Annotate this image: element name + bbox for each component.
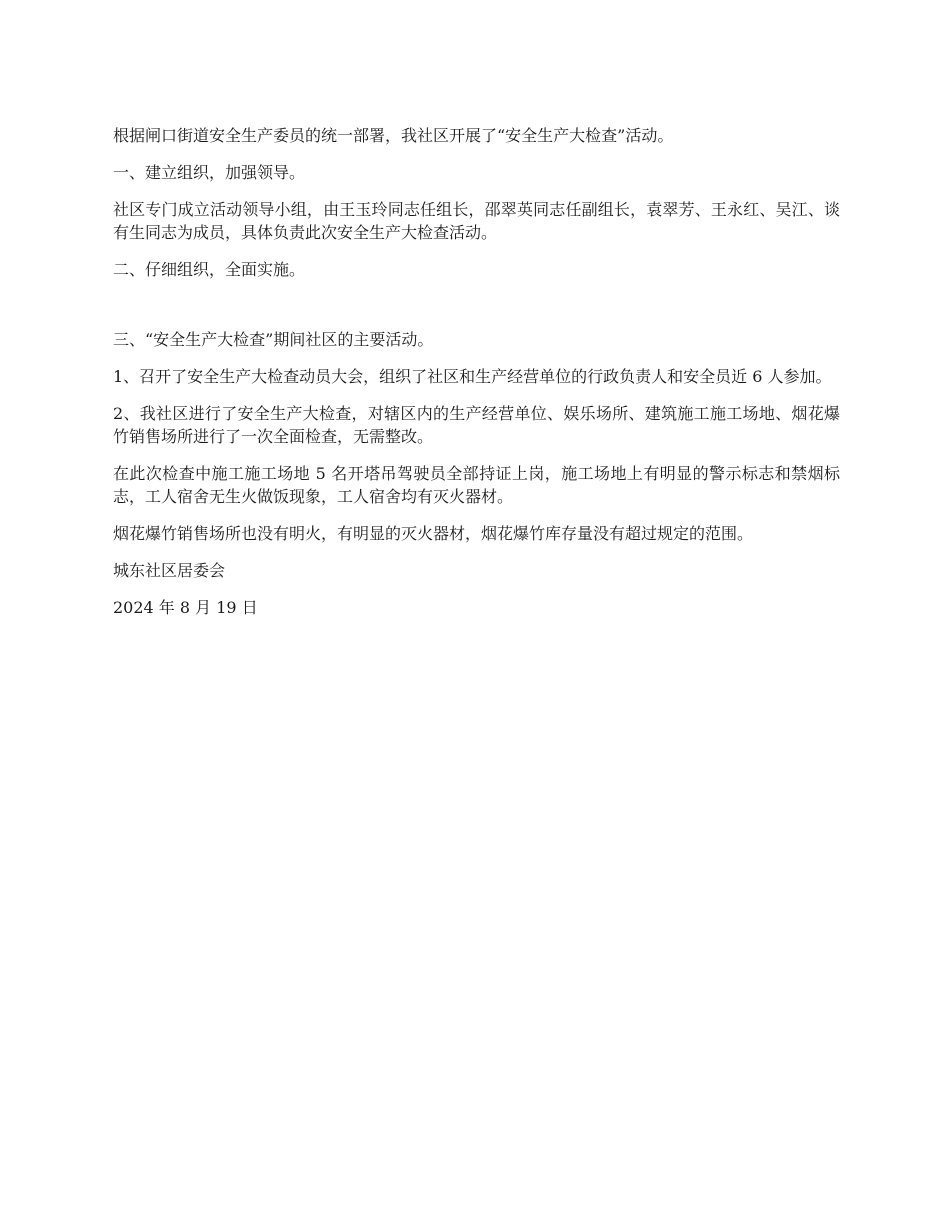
document-body bbox=[113, 124, 840, 633]
section-heading-2: 二、仔细组织，全面实施。 bbox=[113, 260, 306, 279]
section-heading-1: 一、建立组织，加强领导。 bbox=[113, 163, 306, 182]
section-heading-3: 三、“安全生产大检查”期间社区的主要活动。 bbox=[113, 330, 434, 349]
document-date: 2024 年 8 月 19 日 bbox=[113, 598, 258, 617]
fireworks-check-paragraph: 烟花爆竹销售场所也没有明火，有明显的灭火器材，烟花爆竹库存量没有超过规定的范围。 bbox=[113, 524, 754, 543]
activity-item-2: 2、我社区进行了安全生产大检查，对辖区内的生产经营单位、娱乐场所、建筑施工施工场地、烟花爆竹销售场所进行了一次全面检查，无需整改。 bbox=[113, 404, 840, 446]
organization-paragraph: 社区专门成立活动领导小组，由王玉玲同志任组长，邵翠英同志任副组长，袁翠芳、王永红、吴江、谈有生同志为成员，具体负责此次安全生产大检查活动。 bbox=[113, 200, 840, 242]
intro-paragraph: 根据闸口街道安全生产委员的统一部署，我社区开展了“安全生产大检查”活动。 bbox=[113, 126, 674, 145]
construction-check-paragraph: 在此次检查中施工施工场地 5 名开塔吊驾驶员全部持证上岗，施工场地上有明显的警示标志和禁烟标志，工人宿舍无生火做饭现象，工人宿舍均有灭火器材。 bbox=[113, 464, 840, 506]
signature: 城东社区居委会 bbox=[113, 561, 226, 580]
activity-item-1: 1、召开了安全生产大检查动员大会，组织了社区和生产经营单位的行政负责人和安全员近 6 人参加。 bbox=[113, 367, 832, 386]
